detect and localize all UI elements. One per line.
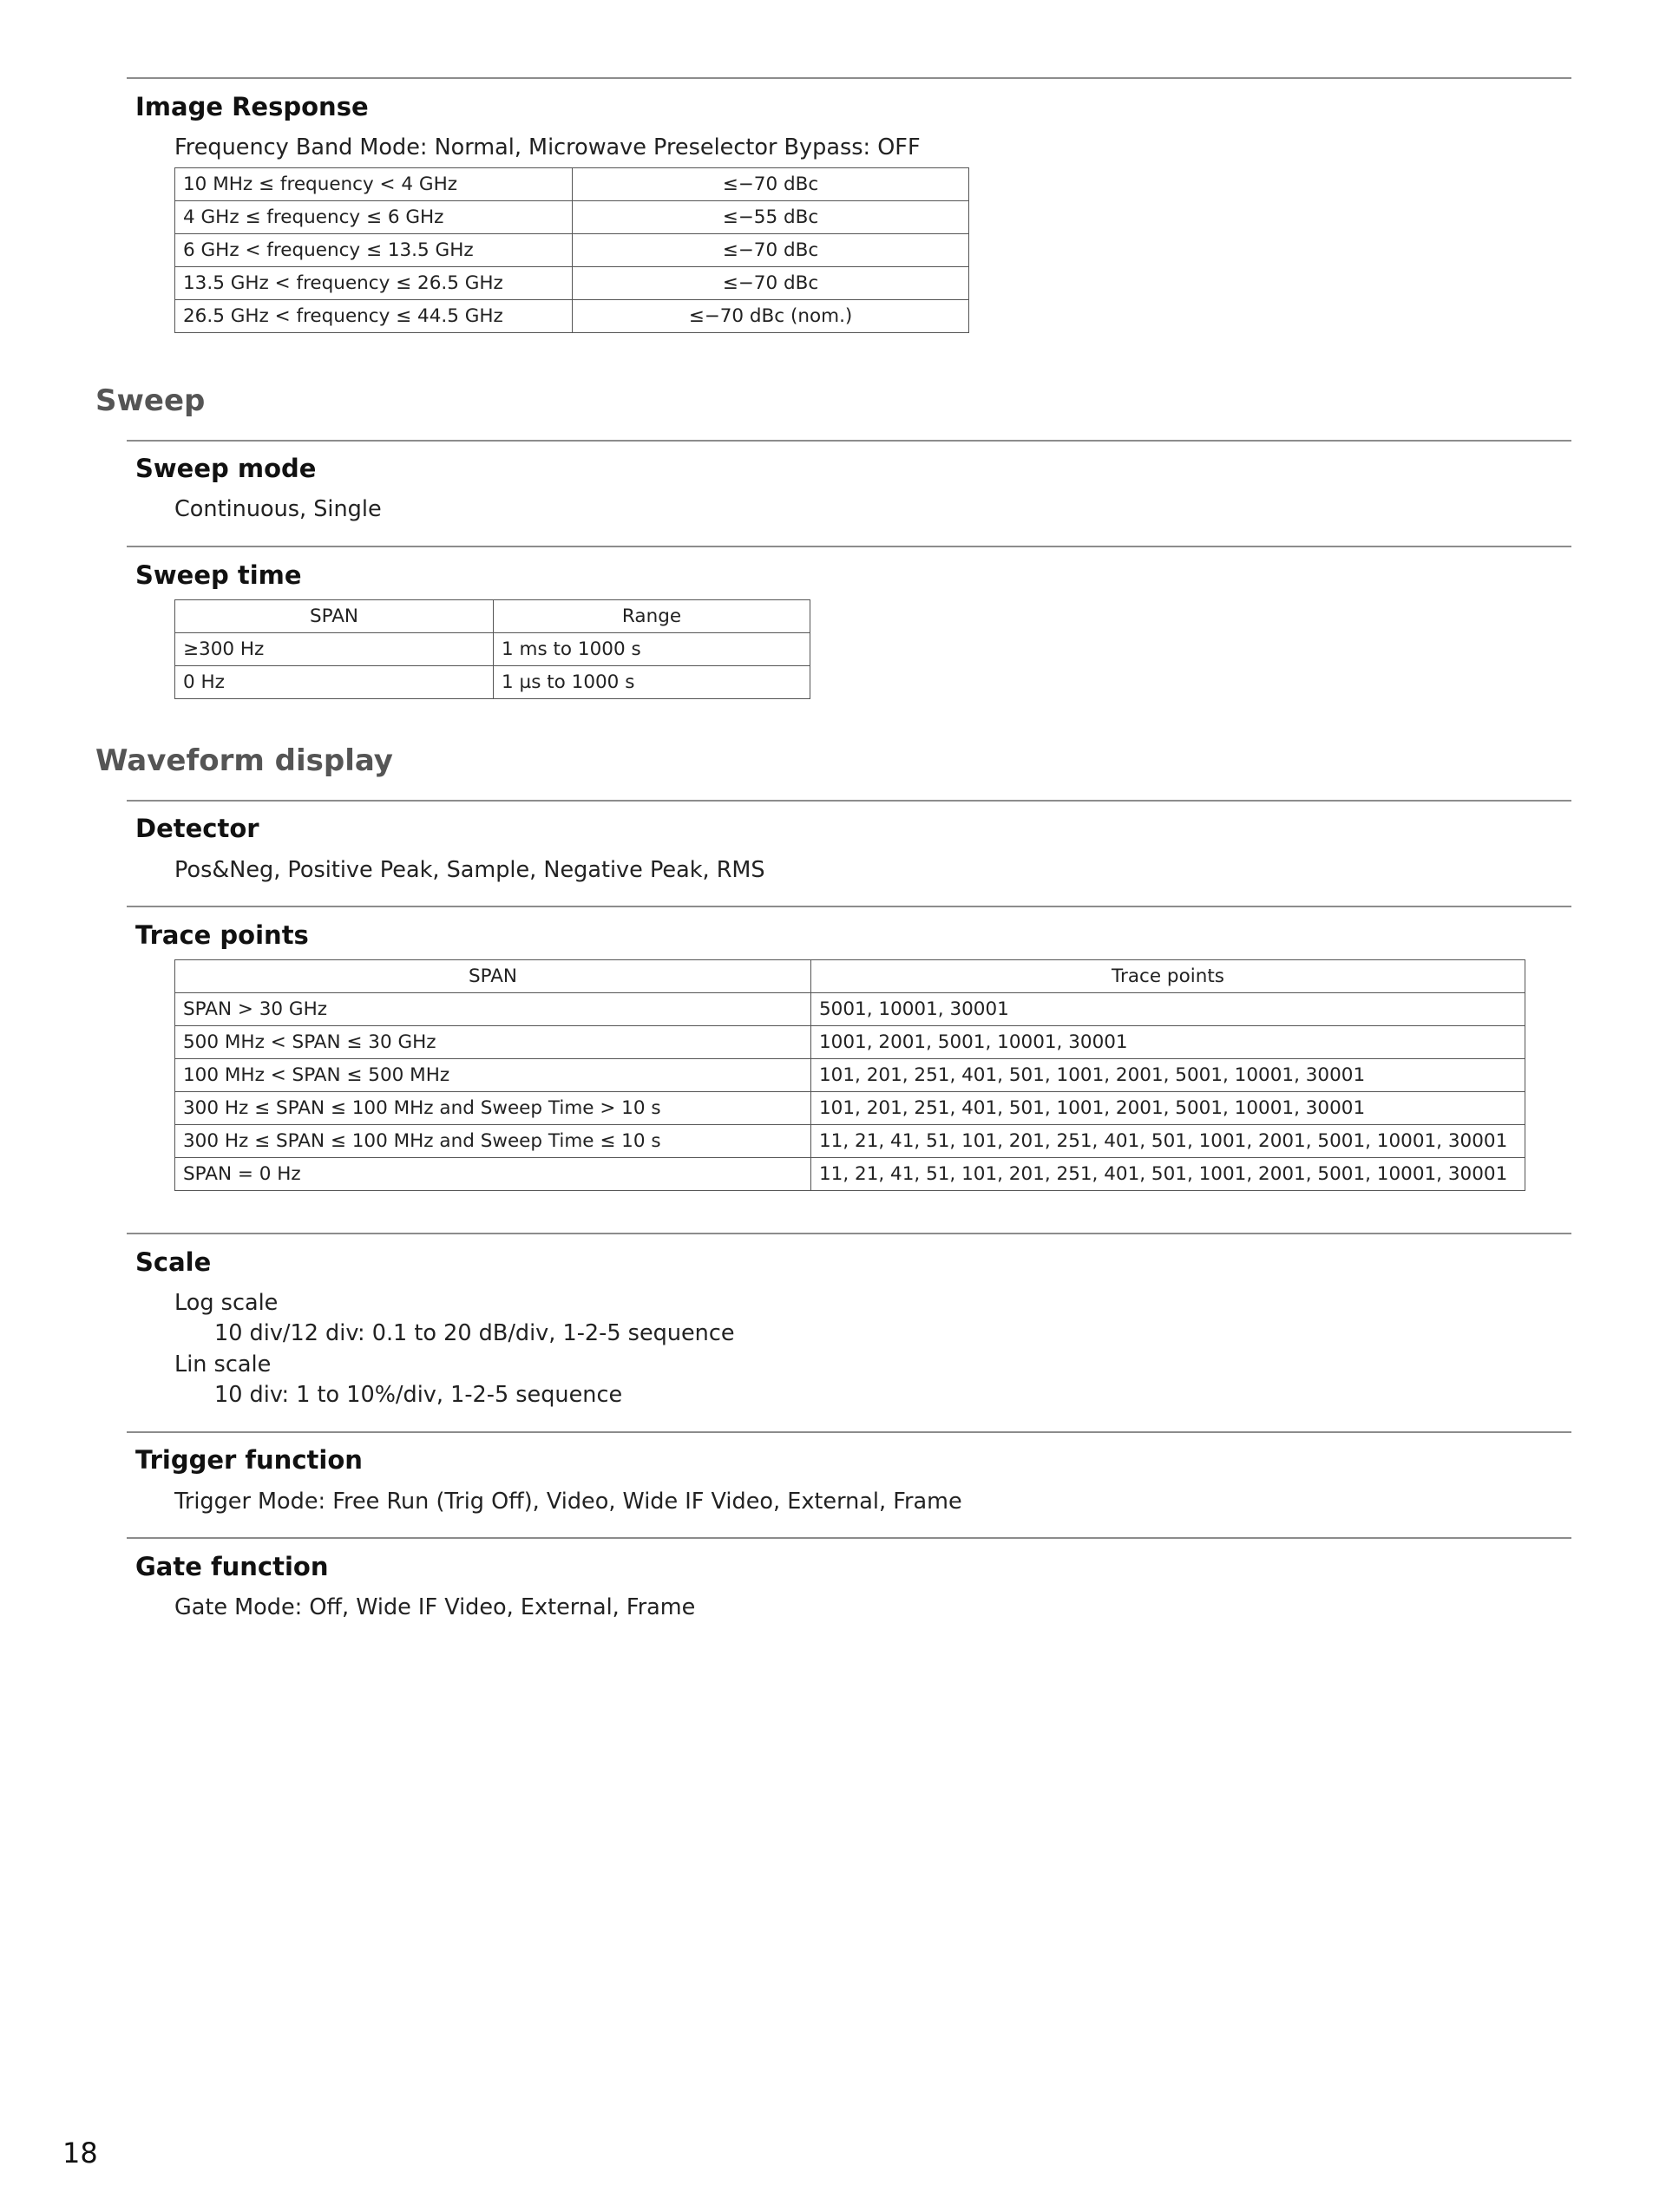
image-response-title: Image Response xyxy=(135,92,369,121)
table-cell: 10 MHz ≤ frequency < 4 GHz xyxy=(175,168,573,201)
table-row xyxy=(175,201,969,234)
table-row xyxy=(175,1059,1525,1092)
table-row xyxy=(175,1026,1525,1059)
trace-points-table xyxy=(174,959,1525,1191)
divider xyxy=(127,1537,1571,1539)
table-cell: 6 GHz < frequency ≤ 13.5 GHz xyxy=(175,234,573,267)
waveform-section-title: Waveform display xyxy=(95,743,393,778)
table-row xyxy=(175,1158,1525,1191)
table-cell: 11, 21, 41, 51, 101, 201, 251, 401, 501, 1001, 2001, 5001, 10001, 30001 xyxy=(811,1158,1525,1191)
trigger-function-text: Trigger Mode: Free Run (Trig Off), Video, Wide IF Video, External, Frame xyxy=(174,1489,962,1515)
table-cell: ≤−70 dBc (nom.) xyxy=(573,300,969,333)
table-cell: 4 GHz ≤ frequency ≤ 6 GHz xyxy=(175,201,573,234)
table-cell: 1 µs to 1000 s xyxy=(494,666,810,699)
table-cell: ≤−70 dBc xyxy=(573,267,969,300)
table-cell: ≤−70 dBc xyxy=(573,234,969,267)
sweep-time-table xyxy=(174,599,810,699)
lin-scale-label: Lin scale xyxy=(174,1351,272,1378)
table-row xyxy=(175,168,969,201)
table-cell: 11, 21, 41, 51, 101, 201, 251, 401, 501, 1001, 2001, 5001, 10001, 30001 xyxy=(811,1125,1525,1158)
table-row xyxy=(175,234,969,267)
table-cell: 0 Hz xyxy=(175,666,494,699)
table-row xyxy=(175,1092,1525,1125)
table-row xyxy=(175,1125,1525,1158)
table-cell: ≤−55 dBc xyxy=(573,201,969,234)
table-header-row xyxy=(175,960,1525,993)
table-cell: 101, 201, 251, 401, 501, 1001, 2001, 5001, 10001, 30001 xyxy=(811,1092,1525,1125)
table-header-cell: SPAN xyxy=(175,960,811,993)
table-row xyxy=(175,300,969,333)
table-cell: 500 MHz < SPAN ≤ 30 GHz xyxy=(175,1026,811,1059)
table-header-cell: SPAN xyxy=(175,600,494,633)
table-cell: 1 ms to 1000 s xyxy=(494,633,810,666)
table-cell: ≤−70 dBc xyxy=(573,168,969,201)
table-header-cell: Trace points xyxy=(811,960,1525,993)
sweep-mode-text: Continuous, Single xyxy=(174,496,382,522)
table-cell: 13.5 GHz < frequency ≤ 26.5 GHz xyxy=(175,267,573,300)
divider xyxy=(127,77,1571,79)
table-cell: 5001, 10001, 30001 xyxy=(811,993,1525,1026)
table-header-cell: Range xyxy=(494,600,810,633)
table-cell: 26.5 GHz < frequency ≤ 44.5 GHz xyxy=(175,300,573,333)
log-scale-label: Log scale xyxy=(174,1290,279,1316)
sweep-time-title: Sweep time xyxy=(135,560,302,590)
image-response-condition: Frequency Band Mode: Normal, Microwave Preselector Bypass: OFF xyxy=(174,134,921,160)
trace-points-title: Trace points xyxy=(135,920,309,950)
table-cell: SPAN = 0 Hz xyxy=(175,1158,811,1191)
trigger-function-title: Trigger function xyxy=(135,1445,363,1475)
divider xyxy=(127,906,1571,907)
divider xyxy=(127,1233,1571,1234)
divider xyxy=(127,546,1571,547)
gate-function-text: Gate Mode: Off, Wide IF Video, External, Frame xyxy=(174,1594,696,1620)
gate-function-title: Gate function xyxy=(135,1552,329,1581)
table-header-row xyxy=(175,600,810,633)
detector-text: Pos&Neg, Positive Peak, Sample, Negative Peak, RMS xyxy=(174,857,765,883)
table-cell: ≥300 Hz xyxy=(175,633,494,666)
divider xyxy=(127,800,1571,802)
table-cell: 300 Hz ≤ SPAN ≤ 100 MHz and Sweep Time ≤ 10 s xyxy=(175,1125,811,1158)
sweep-mode-title: Sweep mode xyxy=(135,454,317,483)
table-cell: 100 MHz < SPAN ≤ 500 MHz xyxy=(175,1059,811,1092)
table-cell: 1001, 2001, 5001, 10001, 30001 xyxy=(811,1026,1525,1059)
scale-title: Scale xyxy=(135,1247,212,1277)
lin-scale-value: 10 div: 1 to 10%/div, 1-2-5 sequence xyxy=(214,1382,623,1408)
divider xyxy=(127,440,1571,442)
detector-title: Detector xyxy=(135,814,259,843)
table-cell: 101, 201, 251, 401, 501, 1001, 2001, 5001, 10001, 30001 xyxy=(811,1059,1525,1092)
table-row xyxy=(175,666,810,699)
page-number: 18 xyxy=(62,2137,98,2169)
image-response-table xyxy=(174,167,969,333)
divider xyxy=(127,1431,1571,1433)
sweep-section-title: Sweep xyxy=(95,383,206,418)
log-scale-value: 10 div/12 div: 0.1 to 20 dB/div, 1-2-5 sequence xyxy=(214,1320,735,1346)
table-row xyxy=(175,267,969,300)
table-cell: SPAN > 30 GHz xyxy=(175,993,811,1026)
table-row xyxy=(175,993,1525,1026)
table-row xyxy=(175,633,810,666)
table-cell: 300 Hz ≤ SPAN ≤ 100 MHz and Sweep Time > 10 s xyxy=(175,1092,811,1125)
